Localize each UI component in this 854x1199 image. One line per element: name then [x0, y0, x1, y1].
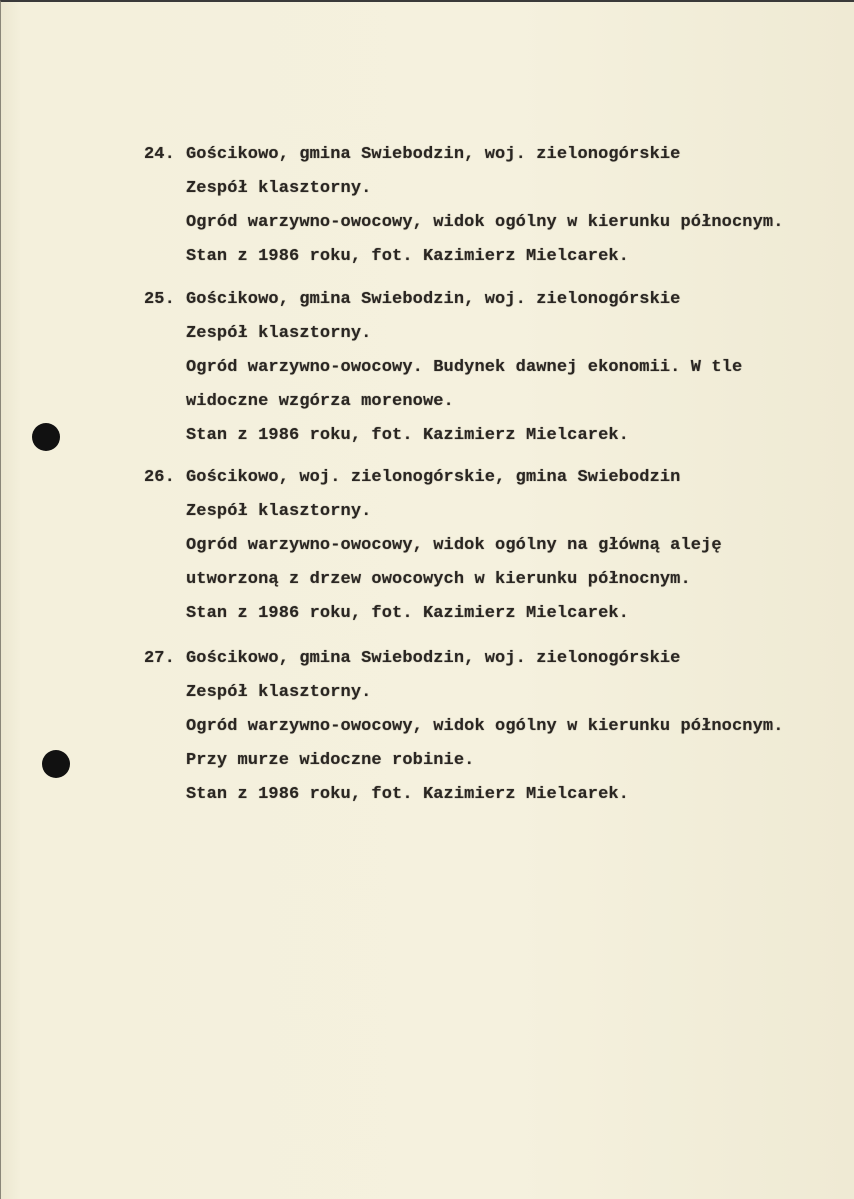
entry-line: Ogród warzywno-owocowy, widok ogólny w kierunku północnym.: [186, 717, 784, 736]
entry-27: [144, 642, 784, 812]
entry-line: Stan z 1986 roku, fot. Kazimierz Mielcarek.: [186, 247, 629, 266]
entry-line: Stan z 1986 roku, fot. Kazimierz Mielcarek.: [186, 785, 629, 804]
entry-line: Zespół klasztorny.: [186, 179, 372, 198]
punch-hole: [32, 423, 60, 451]
entry-line: Ogród warzywno-owocowy. Budynek dawnej ekonomii. W tle: [186, 358, 743, 377]
entry-line: Zespół klasztorny.: [186, 324, 372, 343]
punch-hole: [42, 750, 70, 778]
entry-line: Przy murze widoczne robinie.: [186, 751, 475, 770]
entry-number: 25.: [144, 290, 175, 309]
entry-line: Stan z 1986 roku, fot. Kazimierz Mielcarek.: [186, 426, 629, 445]
entry-line: Zespół klasztorny.: [186, 502, 372, 521]
entry-line: Zespół klasztorny.: [186, 683, 372, 702]
entry-line: utworzoną z drzew owocowych w kierunku północnym.: [186, 570, 691, 589]
entry-number: 26.: [144, 468, 175, 487]
entry-number: 27.: [144, 649, 175, 668]
entry-26: [144, 461, 722, 631]
entry-location: Gościkowo, gmina Swiebodzin, woj. zielonogórskie: [186, 145, 681, 164]
entry-24: [144, 138, 784, 274]
entry-line: widoczne wzgórza morenowe.: [186, 392, 454, 411]
entry-line: Ogród warzywno-owocowy, widok ogólny na główną aleję: [186, 536, 722, 555]
entry-line: Ogród warzywno-owocowy, widok ogólny w kierunku północnym.: [186, 213, 784, 232]
entry-25: [144, 283, 742, 453]
entry-location: Gościkowo, woj. zielonogórskie, gmina Swiebodzin: [186, 468, 681, 487]
entry-number: 24.: [144, 145, 175, 164]
entry-line: Stan z 1986 roku, fot. Kazimierz Mielcarek.: [186, 604, 629, 623]
entry-location: Gościkowo, gmina Swiebodzin, woj. zielonogórskie: [186, 649, 681, 668]
entry-location: Gościkowo, gmina Swiebodzin, woj. zielonogórskie: [186, 290, 681, 309]
